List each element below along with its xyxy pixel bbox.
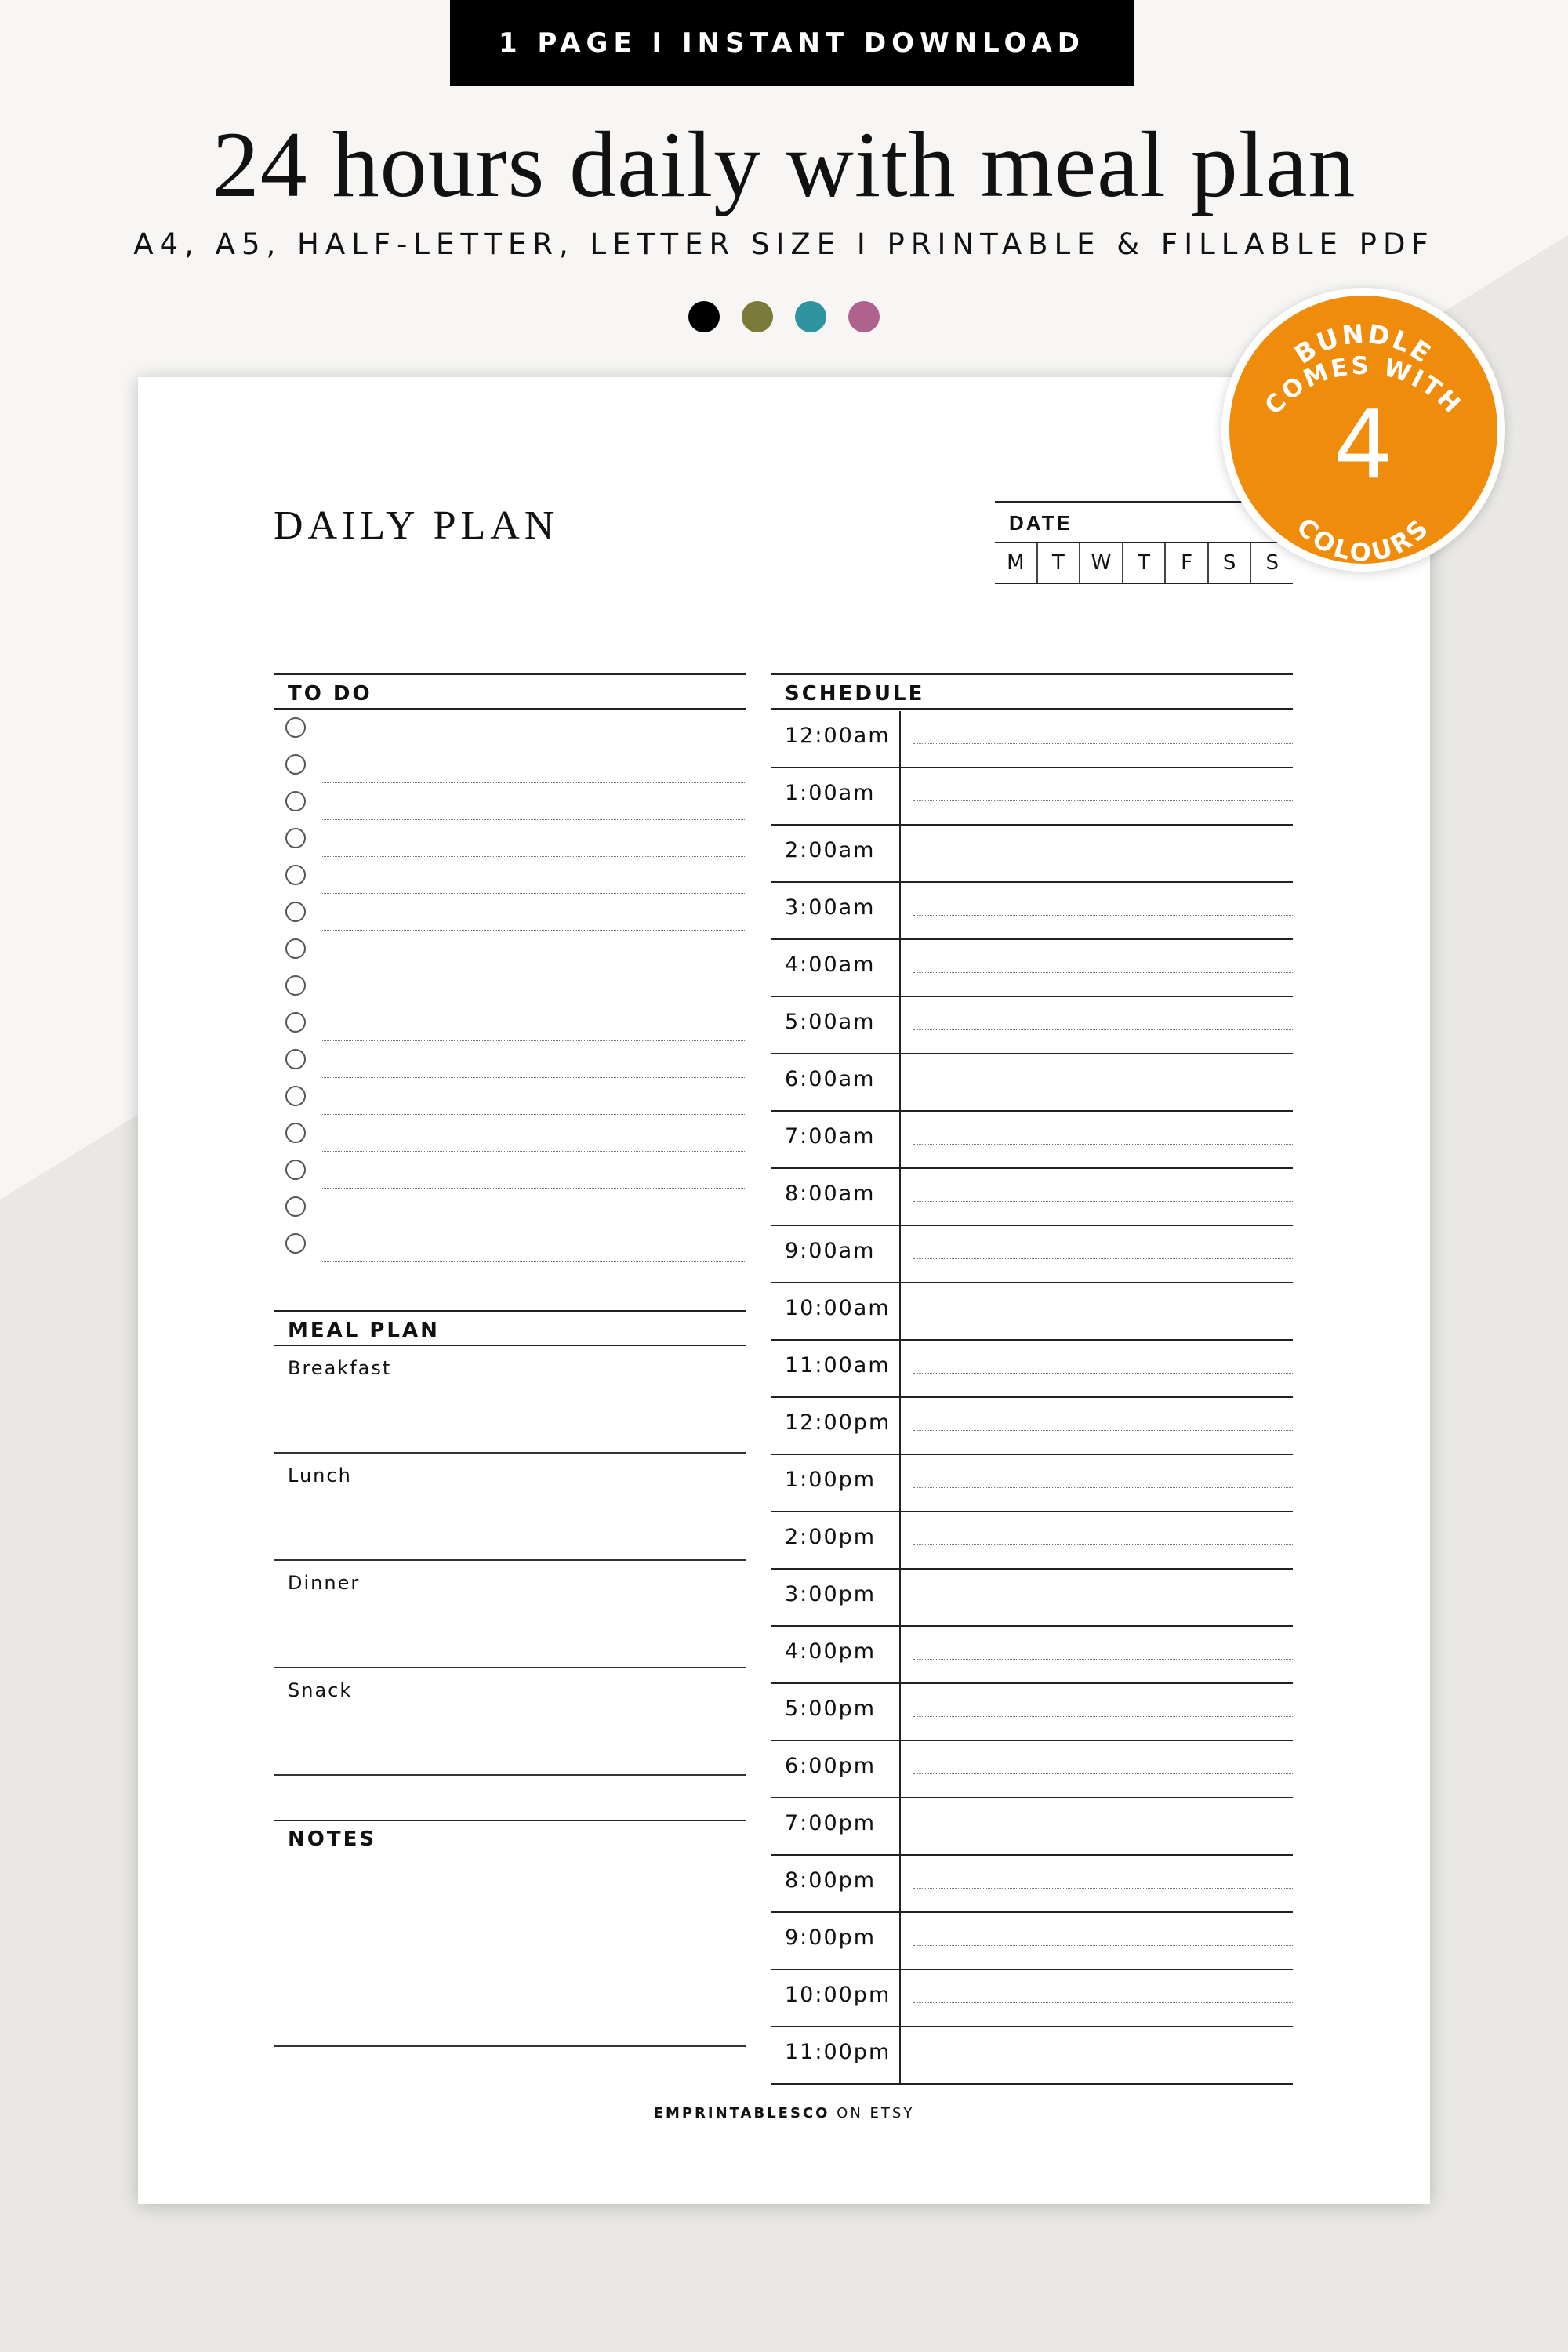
todo-checkbox[interactable] bbox=[285, 938, 306, 959]
bundle-badge bbox=[1221, 288, 1505, 572]
schedule-entry-line[interactable] bbox=[913, 1201, 1293, 1202]
hour-divider bbox=[899, 1684, 901, 1740]
weekday-cell[interactable]: S bbox=[1250, 543, 1293, 583]
svg-text:COLOURS bbox=[1290, 512, 1436, 564]
badge-line1: BUNDLE bbox=[1288, 318, 1439, 370]
schedule-row[interactable] bbox=[771, 940, 1293, 997]
hour-divider bbox=[899, 1455, 901, 1511]
hour-label: 4:00pm bbox=[785, 1639, 877, 1664]
todo-item[interactable] bbox=[274, 1006, 746, 1043]
badge-text bbox=[1229, 296, 1497, 564]
hour-divider bbox=[899, 826, 901, 881]
todo-item[interactable] bbox=[274, 822, 746, 858]
hour-divider bbox=[899, 1741, 901, 1797]
todo-line[interactable] bbox=[321, 819, 746, 820]
hour-label: 3:00am bbox=[785, 895, 876, 920]
schedule-row[interactable] bbox=[771, 1341, 1293, 1398]
notes-header: NOTES bbox=[274, 1820, 746, 1856]
meal-plan-header: MEAL PLAN bbox=[274, 1310, 746, 1346]
schedule-entry-line[interactable] bbox=[913, 1258, 1293, 1259]
badge-number: 4 bbox=[1333, 391, 1394, 500]
hour-divider bbox=[899, 1913, 901, 1969]
schedule-entry-line[interactable] bbox=[913, 1716, 1293, 1717]
todo-line[interactable] bbox=[321, 782, 746, 783]
todo-item[interactable] bbox=[274, 932, 746, 969]
footer-brand: EMPRINTABLESCO bbox=[653, 2105, 830, 2122]
hour-divider bbox=[899, 1970, 901, 2026]
todo-checkbox[interactable] bbox=[285, 902, 306, 922]
schedule-row[interactable] bbox=[771, 1798, 1293, 1856]
schedule-row[interactable] bbox=[771, 1913, 1293, 1970]
todo-checkbox[interactable] bbox=[285, 1049, 306, 1069]
hour-label: 6:00pm bbox=[785, 1754, 877, 1778]
schedule-entry-line[interactable] bbox=[913, 2002, 1293, 2003]
todo-item[interactable] bbox=[274, 1043, 746, 1080]
hour-divider bbox=[899, 1054, 901, 1110]
schedule-row[interactable] bbox=[771, 1455, 1293, 1512]
schedule-entry-line[interactable] bbox=[913, 915, 1293, 916]
hour-label: 10:00pm bbox=[785, 1983, 891, 2007]
weekday-cell[interactable]: F bbox=[1164, 543, 1207, 583]
todo-line[interactable] bbox=[321, 893, 746, 894]
meal-entry[interactable] bbox=[274, 1668, 746, 1776]
hour-divider bbox=[899, 1226, 901, 1282]
hour-divider bbox=[899, 940, 901, 996]
schedule-row[interactable] bbox=[771, 1970, 1293, 2027]
hour-divider bbox=[899, 1283, 901, 1339]
schedule-row[interactable] bbox=[771, 1169, 1293, 1226]
todo-checkbox[interactable] bbox=[285, 1086, 306, 1106]
hour-label: 11:00am bbox=[785, 1353, 891, 1377]
schedule-header: SCHEDULE bbox=[771, 673, 1293, 710]
todo-item[interactable] bbox=[274, 785, 746, 822]
todo-line[interactable] bbox=[321, 1114, 746, 1115]
hour-divider bbox=[899, 1570, 901, 1625]
todo-checkbox[interactable] bbox=[285, 975, 306, 996]
hour-divider bbox=[899, 2027, 901, 2083]
hour-label: 12:00am bbox=[785, 724, 891, 748]
todo-item[interactable] bbox=[274, 711, 746, 748]
hour-divider bbox=[899, 1398, 901, 1454]
todo-item[interactable] bbox=[274, 895, 746, 932]
weekday-cell[interactable]: M bbox=[1007, 551, 1025, 575]
meal-label: Dinner bbox=[288, 1572, 361, 1594]
todo-list bbox=[274, 711, 746, 1264]
todo-checkbox[interactable] bbox=[285, 791, 306, 811]
todo-item[interactable] bbox=[274, 858, 746, 895]
color-swatch bbox=[688, 301, 720, 332]
hour-label: 11:00pm bbox=[785, 2040, 891, 2064]
schedule-row[interactable] bbox=[771, 1684, 1293, 1741]
hour-label: 4:00am bbox=[785, 953, 876, 977]
hour-label: 10:00am bbox=[785, 1296, 891, 1320]
footer-credit bbox=[138, 2105, 1430, 2122]
hour-label: 7:00am bbox=[785, 1124, 876, 1149]
schedule-row[interactable] bbox=[771, 883, 1293, 940]
todo-checkbox[interactable] bbox=[285, 1233, 306, 1254]
schedule-row[interactable] bbox=[771, 1226, 1293, 1283]
main-title: 24 hours daily with meal plan bbox=[212, 112, 1356, 216]
size-format-subtitle: A4, A5, HALF-LETTER, LETTER SIZE I PRINTABLE & FILLABLE PDF bbox=[133, 227, 1435, 261]
hour-label: 9:00am bbox=[785, 1239, 876, 1263]
hour-label: 7:00pm bbox=[785, 1811, 877, 1835]
todo-checkbox[interactable] bbox=[285, 717, 306, 738]
todo-line[interactable] bbox=[321, 856, 746, 857]
schedule-row[interactable] bbox=[771, 1741, 1293, 1798]
notes-bottom-rule bbox=[274, 2045, 746, 2047]
todo-line[interactable] bbox=[321, 1151, 746, 1152]
hour-label: 1:00am bbox=[785, 781, 876, 805]
meal-label: Breakfast bbox=[288, 1357, 392, 1379]
hour-label: 12:00pm bbox=[785, 1410, 891, 1435]
todo-item[interactable] bbox=[274, 1190, 746, 1227]
footer-suffix: ON ETSY bbox=[829, 2105, 915, 2122]
meal-entry[interactable] bbox=[274, 1561, 746, 1668]
schedule-entry-line[interactable] bbox=[913, 1888, 1293, 1889]
schedule-entry-line[interactable] bbox=[913, 1029, 1293, 1030]
schedule-entry-line[interactable] bbox=[913, 1773, 1293, 1774]
schedule-row[interactable] bbox=[771, 1627, 1293, 1684]
meal-entry[interactable] bbox=[274, 1346, 746, 1454]
planner-sheet bbox=[138, 377, 1430, 2204]
hour-divider bbox=[899, 883, 901, 938]
schedule-row[interactable] bbox=[771, 768, 1293, 826]
hour-divider bbox=[899, 1627, 901, 1682]
todo-checkbox[interactable] bbox=[285, 1123, 306, 1143]
todo-item[interactable] bbox=[274, 1116, 746, 1153]
color-swatch bbox=[848, 301, 880, 332]
hour-divider bbox=[899, 1512, 901, 1568]
todo-checkbox[interactable] bbox=[285, 865, 306, 885]
hour-label: 6:00am bbox=[785, 1067, 876, 1091]
hour-label: 3:00pm bbox=[785, 1582, 877, 1606]
todo-line[interactable] bbox=[321, 1040, 746, 1041]
schedule-entry-line[interactable] bbox=[913, 1544, 1293, 1545]
hour-divider bbox=[899, 1112, 901, 1167]
weekday-cell[interactable]: S bbox=[1207, 543, 1250, 583]
schedule-row[interactable] bbox=[771, 711, 1293, 768]
daily-plan-heading: DAILY PLAN bbox=[274, 503, 559, 548]
schedule-row[interactable] bbox=[771, 1054, 1293, 1112]
meal-label: Lunch bbox=[288, 1465, 352, 1486]
weekday-cell[interactable]: T bbox=[1036, 543, 1080, 583]
color-swatches bbox=[688, 301, 880, 332]
schedule-entry-line[interactable] bbox=[913, 972, 1293, 973]
meal-label: Snack bbox=[288, 1679, 353, 1701]
todo-line[interactable] bbox=[321, 1261, 746, 1262]
schedule-entry-line[interactable] bbox=[913, 1144, 1293, 1145]
badge-line3: COLOURS bbox=[1290, 511, 1436, 564]
todo-item[interactable] bbox=[274, 748, 746, 785]
schedule-row[interactable] bbox=[771, 1398, 1293, 1455]
schedule-entry-line[interactable] bbox=[913, 1430, 1293, 1431]
schedule-row[interactable] bbox=[771, 1283, 1293, 1341]
schedule-list bbox=[771, 711, 1293, 2085]
hour-label: 1:00pm bbox=[785, 1468, 877, 1492]
schedule-entry-line[interactable] bbox=[913, 743, 1293, 744]
todo-checkbox[interactable] bbox=[285, 1012, 306, 1033]
schedule-row[interactable] bbox=[771, 1856, 1293, 1913]
todo-item[interactable] bbox=[274, 1080, 746, 1116]
hour-divider bbox=[899, 711, 901, 767]
todo-item[interactable] bbox=[274, 969, 746, 1006]
hour-label: 8:00pm bbox=[785, 1868, 877, 1893]
schedule-entry-line[interactable] bbox=[913, 1373, 1293, 1374]
schedule-row[interactable] bbox=[771, 997, 1293, 1054]
hour-divider bbox=[899, 1169, 901, 1225]
todo-checkbox[interactable] bbox=[285, 1196, 306, 1217]
date-label: DATE bbox=[1009, 511, 1073, 535]
hour-label: 8:00am bbox=[785, 1181, 876, 1206]
todo-header: TO DO bbox=[274, 673, 746, 710]
meal-entry[interactable] bbox=[274, 1454, 746, 1561]
hour-divider bbox=[899, 997, 901, 1053]
schedule-row[interactable] bbox=[771, 1112, 1293, 1169]
schedule-row[interactable] bbox=[771, 2027, 1293, 2085]
weekday-cell[interactable]: W bbox=[1079, 543, 1122, 583]
hour-label: 2:00pm bbox=[785, 1525, 877, 1549]
color-swatch bbox=[742, 301, 773, 332]
hour-label: 5:00pm bbox=[785, 1697, 877, 1721]
color-swatch bbox=[795, 301, 826, 332]
schedule-row[interactable] bbox=[771, 1570, 1293, 1627]
weekday-cell[interactable]: T bbox=[1122, 543, 1165, 583]
hour-divider bbox=[899, 768, 901, 824]
hour-divider bbox=[899, 1341, 901, 1396]
todo-item[interactable] bbox=[274, 1153, 746, 1190]
instant-download-banner: 1 PAGE I INSTANT DOWNLOAD bbox=[450, 0, 1134, 86]
todo-line[interactable] bbox=[321, 1188, 746, 1189]
hour-divider bbox=[899, 1856, 901, 1911]
hour-label: 2:00am bbox=[785, 838, 876, 862]
hour-label: 9:00pm bbox=[785, 1926, 877, 1950]
schedule-entry-line[interactable] bbox=[913, 800, 1293, 801]
schedule-entry-line[interactable] bbox=[913, 1945, 1293, 1946]
hour-divider bbox=[899, 1798, 901, 1854]
todo-line[interactable] bbox=[321, 1077, 746, 1078]
meal-plan-list bbox=[274, 1346, 746, 1776]
todo-checkbox[interactable] bbox=[285, 754, 306, 775]
schedule-entry-line[interactable] bbox=[913, 1487, 1293, 1488]
schedule-row[interactable] bbox=[771, 826, 1293, 883]
schedule-row[interactable] bbox=[771, 1512, 1293, 1570]
schedule-entry-line[interactable] bbox=[913, 1659, 1293, 1660]
todo-checkbox[interactable] bbox=[285, 828, 306, 848]
todo-line[interactable] bbox=[321, 930, 746, 931]
badge-line2: COMES WITH bbox=[1259, 351, 1468, 421]
todo-checkbox[interactable] bbox=[285, 1160, 306, 1180]
todo-item[interactable] bbox=[274, 1227, 746, 1264]
hour-label: 5:00am bbox=[785, 1010, 876, 1034]
